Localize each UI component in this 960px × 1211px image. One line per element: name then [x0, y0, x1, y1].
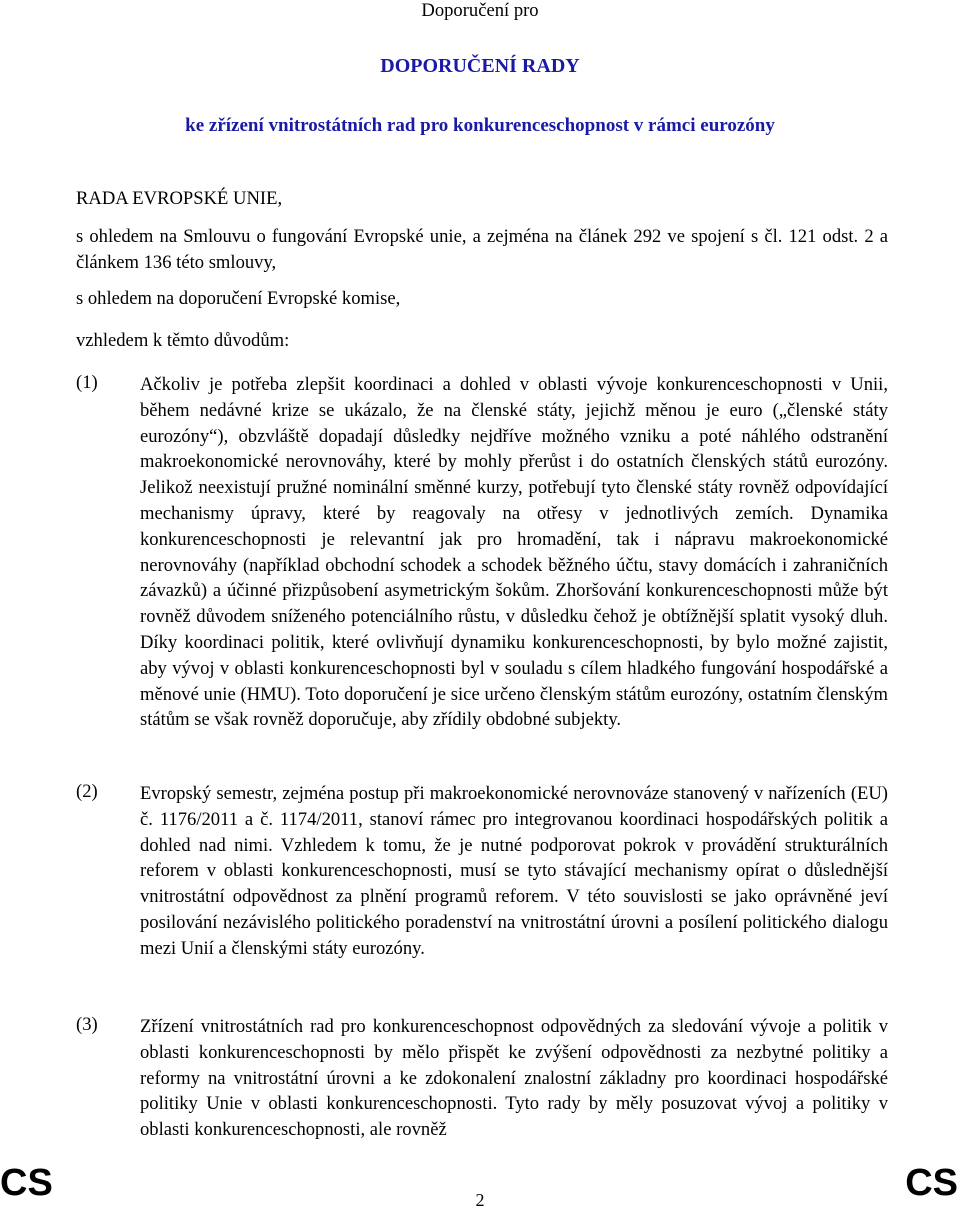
recital-number: (1): [76, 372, 98, 393]
having-regard-commission: s ohledem na doporučení Evropské komise,: [76, 288, 401, 309]
recital-text: Zřízení vnitrostátních rad pro konkurenceschopnost odpovědných za sledování vývoje a politik v oblasti konkurenceschopnosti by mělo přispět ke zvýšení odpovědnosti za nezbytné politiky a reformy na vnitrostátní úrovni a ke zdokonalení znalostní základny pro koordinaci hospodářské politiky Unie v oblasti konkurenceschopnosti. Tyto rady by měly posuzovat vývoj a politiky v oblasti konkurenceschopnosti, ale rovněž: [140, 1016, 888, 1141]
recital-text: Evropský semestr, zejména postup při makroekonomické nerovnováze stanovený v nařízeních (EU) č. 1176/2011 a č. 1174/2011, stanoví rámec pro integrovanou koordinaci hospodářských politik a dohled nad nimi. Vzhledem k tomu, že je nutné podporovat pokrok v provádění strukturálních reforem v oblasti konkurenceschopnosti, musí se tyto stávající mechanismy opírat o důslednější vnitrostátní odpovědnost za plnění programů reforem. V této souvislosti se jako oprávněné jeví posilování nezávislého politického poradenství na vnitrostátní úrovni a posílení politického dialogu mezi Unií a členskými státy eurozóny.: [140, 783, 888, 959]
institution-line: RADA EVROPSKÉ UNIE,: [76, 188, 283, 209]
page-number: 2: [475, 1190, 485, 1210]
document-pretitle: Doporučení pro: [421, 0, 539, 21]
recital-number: (3): [76, 1014, 98, 1035]
language-code-right: CS: [905, 1162, 958, 1204]
having-regard-treaty: s ohledem na Smlouvu o fungování Evropské unie, a zejména na článek 292 ve spojení s čl. 121 odst. 2 a článkem 136 této smlouvy,: [76, 226, 888, 273]
document-subtitle: ke zřízení vnitrostátních rad pro konkurenceschopnost v rámci eurozóny: [185, 115, 775, 136]
document-title: DOPORUČENÍ RADY: [380, 55, 580, 77]
recital-text: Ačkoliv je potřeba zlepšit koordinaci a dohled v oblasti vývoje konkurenceschopnosti v Unii, během nedávné krize se ukázalo, že na členské státy, jejichž měnou je euro („členské státy eurozóny“), obzvláště dopadají důsledky nejdříve možného vzniku a poté náhlého odstranění makroekonomické nerovnováhy, které by mohly přerůst i do ostatních členských států eurozóny. Jelikož neexistují pružné nominální směnné kurzy, potřebují tyto členské státy rovněž odpovídající mechanismy úpravy, které by reagovaly na otřesy v jednotlivých zemích. Dynamika konkurenceschopnosti je relevantní jak pro hromadění, tak i nápravu makroekonomické nerovnováhy (například obchodní schodek a schodek běžného účtu, stavy domácích i zahraničních závazků) a účinné přizpůsobení asymetrickým šokům. Zhoršování konkurenceschopnosti může být rovněž důvodem sníženého potenciálního růstu, v důsledku čehož je obtížnější splatit vysoký dluh. Díky koordinaci politik, které ovlivňují dynamiku konkurenceschopnosti, by bylo možné zajistit, aby vývoj v oblasti konkurenceschopnosti byl v souladu s cílem hladkého fungování hospodářské a měnové unie (HMU). Toto doporučení je sice určeno členským státům eurozóny, ostatním členským státům se však rovněž doporučuje, aby zřídily obdobné subjekty.: [140, 374, 888, 731]
recital-number: (2): [76, 781, 98, 802]
whereas-line: vzhledem k těmto důvodům:: [76, 330, 290, 351]
language-code-left: CS: [0, 1162, 53, 1204]
